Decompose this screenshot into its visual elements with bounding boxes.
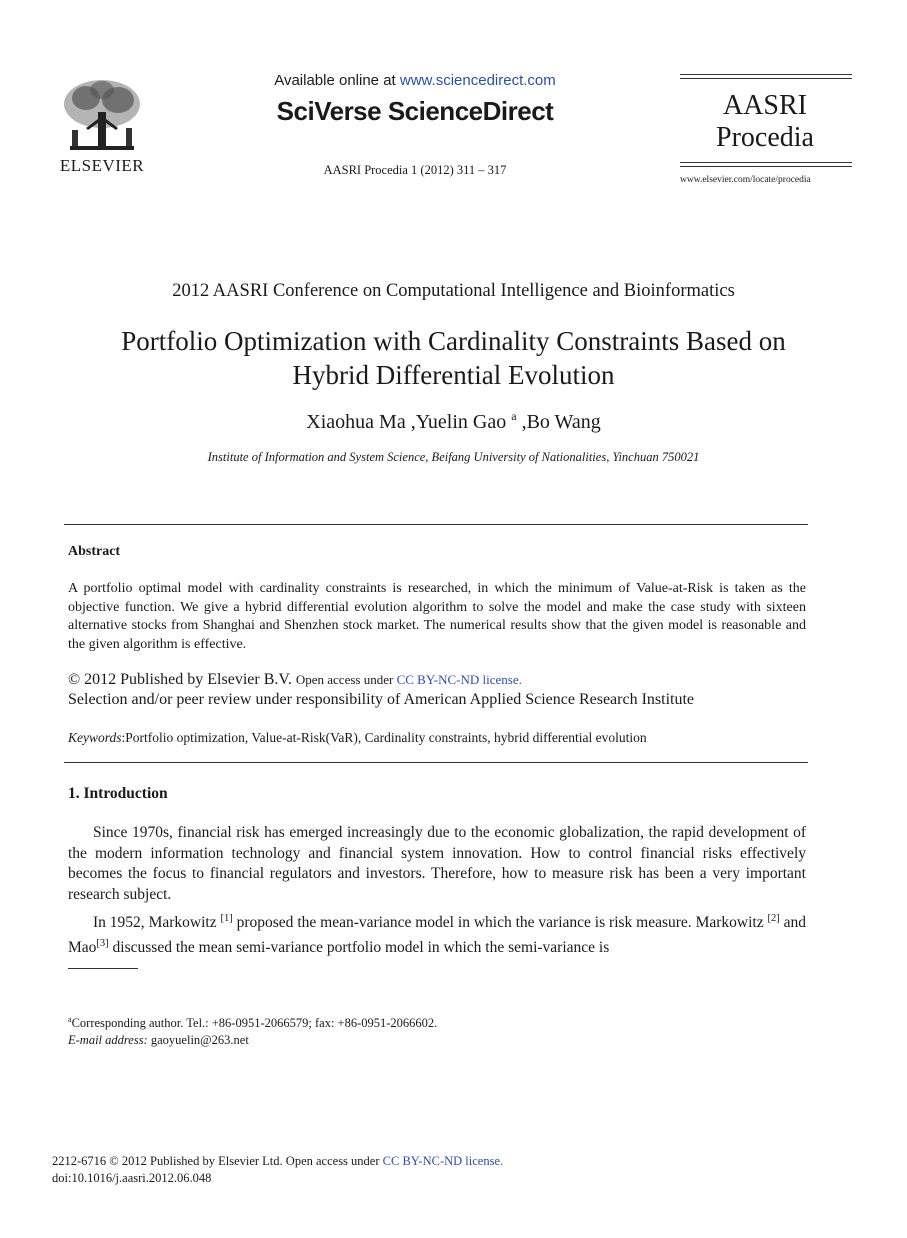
copyright-text: © 2012 Published by Elsevier B.V. [68,671,296,688]
authors-part2: ,Bo Wang [516,411,601,433]
email-address[interactable]: gaoyuelin@263.net [147,1032,249,1047]
journal-name-line1: AASRI [722,90,807,121]
abstract-heading: Abstract [68,544,121,559]
intro-p2-text-c: and Mao [68,914,807,956]
peer-review-line: Selection and/or peer review under responsibility of American Applied Science Research Institute [68,691,695,708]
citation-ref-1[interactable]: [1] [220,913,233,924]
abstract-bottom-rule [64,762,808,763]
available-online-prefix: Available online at [274,72,400,89]
footnote-corresponding [68,1012,828,1032]
journal-url[interactable]: www.elsevier.com/locate/procedia [680,175,811,185]
intro-p2-text-d: discussed the mean semi-variance portfolio model in which the semi-variance is [108,938,610,956]
elsevier-tree-logo [56,76,148,158]
conference-name: 2012 AASRI Conference on Computational Intelligence and Bioinformatics [172,281,735,301]
copyright-line [68,670,828,690]
keywords [68,730,828,746]
email-label: E-mail address: [68,1032,148,1047]
bottom-license-link[interactable]: CC BY-NC-ND license. [382,1154,504,1168]
introduction-body [68,823,806,958]
intro-p2-text-b: proposed the mean-variance model in which the variance is risk measure. Markowitz [232,914,768,931]
open-access-text: Open access under [295,672,397,687]
journal-box-rule-top [680,74,852,75]
footnote-email-line [68,1032,828,1049]
journal-box-rule-bottom [680,162,852,163]
available-online [240,72,590,89]
bottom-open-access: Open access under [285,1154,383,1168]
license-link[interactable]: CC BY-NC-ND license. [396,672,522,687]
footnote-rule [68,968,138,969]
issn-line [52,1153,832,1170]
keywords-label: Keywords [68,730,122,745]
issn-text: 2212-6716 © 2012 Published by Elsevier Ltd. [52,1154,286,1168]
journal-name-line2: Procedia [716,122,814,153]
paper-title-line1: Portfolio Optimization with Cardinality Constraints Based on [121,326,786,356]
intro-paragraph-2 [68,909,806,958]
sciverse-sciencedirect-logo: SciVerse ScienceDirect [276,96,554,126]
intro-paragraph-1: Since 1970s, financial risk has emerged increasingly due to the economic globalization, the rapid development of the modern information technology and financial system innovation. How to control financial risks effectively becomes the focus to financial regulators and investors. Therefore, how to measure risk has been a very important research subject. [68,824,806,903]
abstract-top-rule [64,524,808,525]
bottom-info [52,1153,832,1186]
keywords-list: :Portfolio optimization, Value-at-Risk(VaR), Cardinality constraints, hybrid differential evolution [121,730,647,745]
journal-box-rule-top-2 [680,78,852,79]
abstract-text: A portfolio optimal model with cardinality constraints is researched, in which the minimum of Value-at-Risk is taken as the objective function. We give a hybrid differential evolution algorithm to solve the model and make the case study with sixteen alternative stocks from Shanghai and Shenzhen stock market. The numerical results show that the given model is reasonable and the given algorithm is effective. [68,581,806,652]
sciencedirect-link[interactable]: www.sciencedirect.com [399,72,556,89]
paper-title [40,324,867,392]
doi[interactable]: doi:10.1016/j.aasri.2012.06.048 [52,1170,212,1185]
journal-reference: AASRI Procedia 1 (2012) 311 – 317 [323,163,507,177]
intro-p2-text-a: In 1952, Markowitz [93,914,221,931]
affiliation: Institute of Information and System Science, Beifang University of Nationalities, Yinchuan 750021 [207,450,700,464]
citation-ref-3[interactable]: [3] [96,937,109,949]
authors [40,409,867,434]
elsevier-wordmark: ELSEVIER [59,156,145,175]
journal-name [680,90,850,154]
section-heading-introduction: 1. Introduction [68,785,168,802]
author-affiliation-mark: a [511,409,517,423]
citation-ref-2[interactable]: [2] [767,913,780,924]
footnote-contact: Corresponding author. Tel.: +86-0951-2066579; fax: +86-0951-2066602. [71,1016,438,1030]
footnote [68,1012,828,1048]
footnote-marker: a [68,1015,72,1024]
paper-title-line2: Hybrid Differential Evolution [292,360,615,390]
journal-box-rule-bottom-2 [680,166,852,167]
authors-part1: Xiaohua Ma ,Yuelin Gao [306,411,512,433]
copyright-block [68,670,828,710]
